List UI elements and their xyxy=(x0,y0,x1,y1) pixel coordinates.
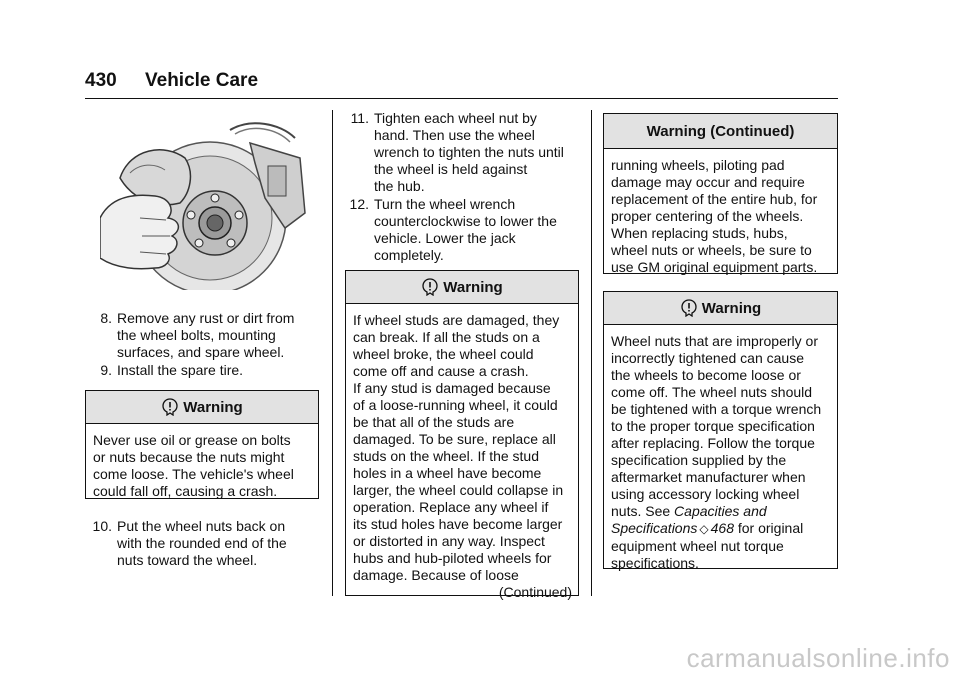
watermark: carmanualsonline.info xyxy=(686,643,950,673)
warning-line: using accessory locking wheel xyxy=(611,486,800,502)
warning-icon xyxy=(161,398,179,416)
warning-line: could fall off, causing a crash. xyxy=(93,483,278,499)
step-12 xyxy=(344,196,584,264)
warning-line: use GM original equipment parts. xyxy=(611,259,818,275)
step-text xyxy=(374,196,557,264)
warning-body xyxy=(604,325,837,578)
ref-suffix: for original xyxy=(733,520,804,536)
warning-header xyxy=(604,114,837,149)
warning-line: incorrectly tightened can cause xyxy=(611,350,804,366)
step-line: Install the spare tire. xyxy=(117,362,244,378)
warning-line: studs on the wheel. If the stud xyxy=(353,448,540,464)
warning-line: to the proper torque specification xyxy=(611,418,815,434)
warning-line: When replacing studs, hubs, xyxy=(611,225,788,241)
warning-line: If wheel studs are damaged, they xyxy=(353,312,560,328)
warning-line: Wheel nuts that are improperly or xyxy=(611,333,818,349)
page-reference-link[interactable]: 468 xyxy=(710,520,734,536)
warning-line: its stud holes have become larger xyxy=(353,516,563,532)
warning-line: specification supplied by the xyxy=(611,452,787,468)
warning-body xyxy=(346,304,578,584)
step-line: vehicle. Lower the jack xyxy=(374,230,516,246)
warning-line: holes in a wheel have become xyxy=(353,465,542,481)
step-line: Remove any rust or dirt from xyxy=(117,310,295,326)
warning-line: damage. Because of loose xyxy=(353,567,519,583)
warning-header xyxy=(604,292,837,325)
warning-title: Warning (Continued) xyxy=(646,122,795,140)
step-line: wrench to tighten the nuts until xyxy=(374,144,564,160)
step-line: surfaces, and spare wheel. xyxy=(117,344,285,360)
step-line: completely. xyxy=(374,247,444,263)
warning-line: be that all of the studs are xyxy=(353,414,515,430)
warning-line: specifications. xyxy=(611,555,699,571)
step-number: 10. xyxy=(92,518,112,534)
warning-line: If any stud is damaged because xyxy=(353,380,551,396)
warning-line: operation. Replace any wheel if xyxy=(353,499,549,515)
step-number: 12. xyxy=(349,196,369,212)
warning-line: proper centering of the wheels. xyxy=(611,208,804,224)
step-8 xyxy=(85,310,325,362)
warning-line: wheel nuts or wheels, be sure to xyxy=(611,242,812,258)
warning-line: come loose. The vehicle's wheel xyxy=(93,466,294,482)
ref-prefix: nuts. See xyxy=(611,503,675,519)
step-11 xyxy=(344,110,584,195)
warning-body xyxy=(86,424,318,506)
warning-line: running wheels, piloting pad xyxy=(611,157,785,173)
warning-box-continued xyxy=(603,113,838,274)
step-text xyxy=(117,310,294,361)
warning-line: the wheels to become loose or xyxy=(611,367,801,383)
warning-line: of a loose-running wheel, it could xyxy=(353,397,558,413)
warning-line: or distorted in any way. Inspect xyxy=(353,533,545,549)
page-reference-icon: ◇ xyxy=(699,522,709,536)
warning-line: come off. The wheel nuts should xyxy=(611,384,813,400)
step-number: 9. xyxy=(100,362,112,378)
step-line: counterclockwise to lower the xyxy=(374,213,557,229)
warning-title: Warning xyxy=(443,278,503,296)
warning-line: or nuts because the nuts might xyxy=(93,449,285,465)
warning-icon xyxy=(680,299,698,317)
warning-line: damage may occur and require xyxy=(611,174,805,190)
warning-line: be tightened with a torque wrench xyxy=(611,401,822,417)
step-text xyxy=(374,110,564,195)
section-title: Vehicle Care xyxy=(145,70,259,91)
warning-line: come off and cause a crash. xyxy=(353,363,529,379)
warning-line: can break. If all the studs on a xyxy=(353,329,540,345)
warning-line: larger, the wheel could collapse in xyxy=(353,482,564,498)
warning-line: damaged. To be sure, replace all xyxy=(353,431,556,447)
warning-line: aftermarket manufacturer when xyxy=(611,469,806,485)
step-line: the wheel is held against xyxy=(374,161,528,177)
step-line: Put the wheel nuts back on xyxy=(117,518,286,534)
warning-line: equipment wheel nut torque xyxy=(611,538,784,554)
page-header xyxy=(85,70,258,92)
column-divider-left xyxy=(332,110,333,596)
step-line: hand. Then use the wheel xyxy=(374,127,535,143)
warning-icon xyxy=(421,278,439,296)
step-line: nuts toward the wheel. xyxy=(117,552,258,568)
warning-line: replacement of the entire hub, for xyxy=(611,191,818,207)
header-rule xyxy=(85,98,838,99)
page-number: 430 xyxy=(85,70,117,91)
warning-line: wheel broke, the wheel could xyxy=(353,346,534,362)
step-line: with the rounded end of the xyxy=(117,535,287,551)
step-line: Turn the wheel wrench xyxy=(374,196,516,212)
step-text xyxy=(117,518,287,569)
step-line: the wheel bolts, mounting xyxy=(117,327,276,343)
step-number: 8. xyxy=(100,310,112,326)
step-line: the hub. xyxy=(374,178,425,194)
step-number: 11. xyxy=(350,110,369,126)
step-text xyxy=(117,362,243,379)
warning-line: after replacing. Follow the torque xyxy=(611,435,815,451)
warning-line-ref xyxy=(611,520,830,538)
warning-body xyxy=(604,149,837,282)
wheel-hub-cleaning-illustration xyxy=(100,118,315,290)
warning-line: Never use oil or grease on bolts xyxy=(93,432,291,448)
warning-line-ref xyxy=(611,503,830,520)
warning-title: Warning xyxy=(183,398,243,416)
specifications-link[interactable]: Specifications xyxy=(611,520,698,536)
warning-box-wheel-nuts xyxy=(603,291,838,569)
step-line: Tighten each wheel nut by xyxy=(374,110,537,126)
step-9 xyxy=(85,362,325,380)
warning-header xyxy=(346,271,578,304)
continued-label: (Continued) xyxy=(498,584,572,600)
warning-box-studs xyxy=(345,270,579,600)
capacities-link[interactable]: Capacities and xyxy=(674,503,767,519)
warning-header xyxy=(86,391,318,424)
column-divider-right xyxy=(591,110,592,596)
step-10 xyxy=(85,518,325,570)
warning-box-oil xyxy=(85,390,319,499)
warning-line: hubs and hub-piloted wheels for xyxy=(353,550,552,566)
warning-title: Warning xyxy=(701,299,762,317)
